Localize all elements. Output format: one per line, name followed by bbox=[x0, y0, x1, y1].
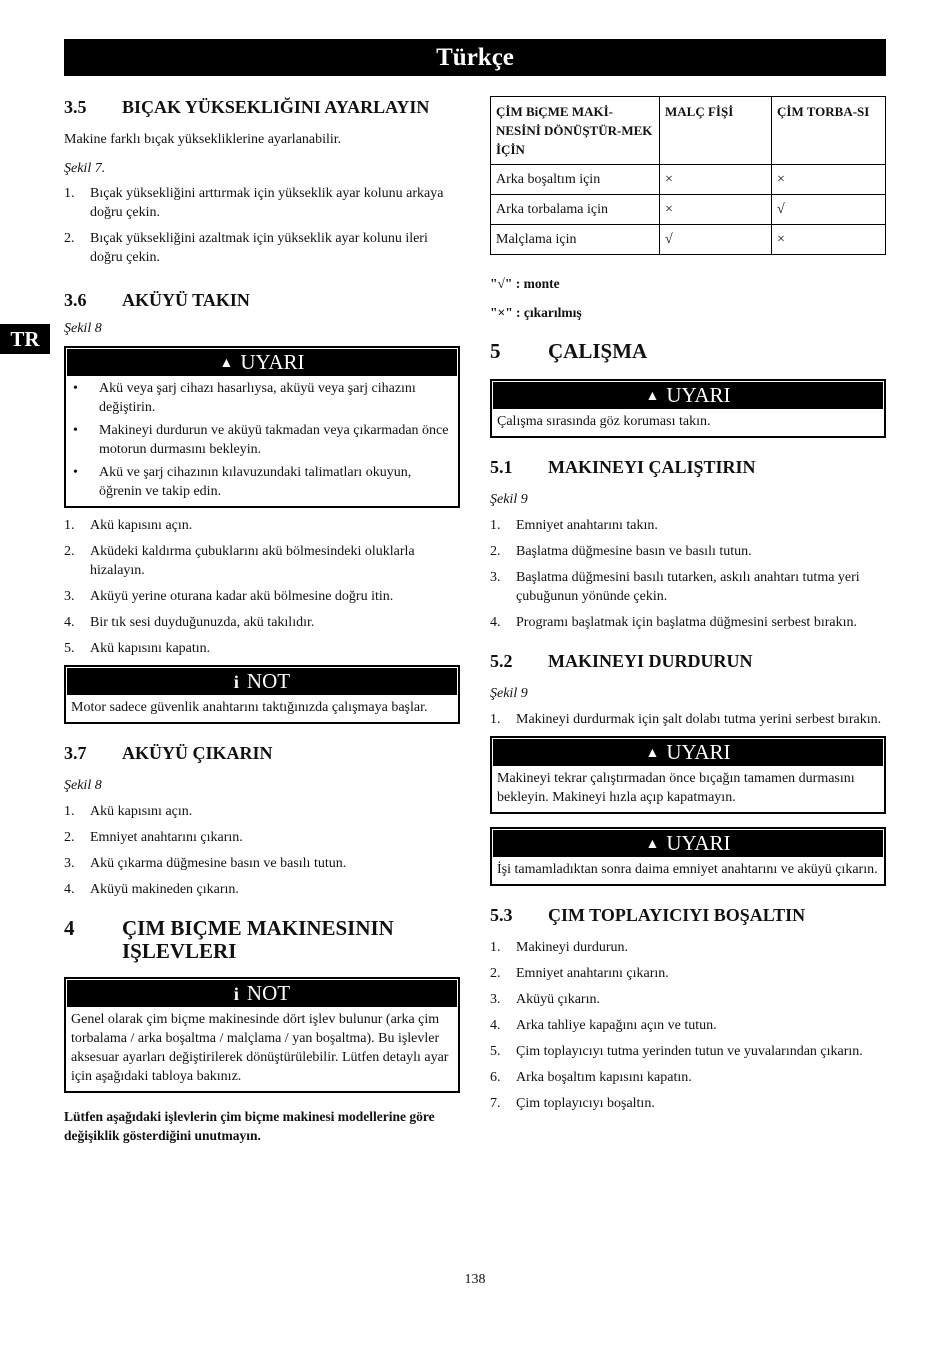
right-column bbox=[490, 96, 886, 1120]
warning-triangle-icon: ▲ bbox=[645, 746, 660, 761]
section-number: 3.6 bbox=[64, 290, 87, 310]
functions-table bbox=[490, 96, 886, 255]
warning-triangle-icon: ▲ bbox=[645, 837, 660, 852]
list-item: 5. Çim toplayıcıyı tutma yerinden tutun ve yuvalarından çıkarın. bbox=[490, 1044, 863, 1059]
table-cell: × bbox=[772, 225, 886, 255]
warning-header: ▲ UYARI bbox=[67, 349, 457, 376]
warning-box bbox=[64, 346, 460, 508]
legend-mounted: "√" : monte bbox=[490, 276, 560, 291]
list-item: 1. Bıçak yüksekliğini arttırmak için yükseklik ayar kolunu arkaya doğru çekin. bbox=[64, 186, 444, 220]
warning-box bbox=[490, 827, 886, 886]
section-number: 4 bbox=[64, 916, 75, 940]
steps-list bbox=[64, 184, 460, 267]
page-banner: Türkçe bbox=[64, 39, 886, 76]
table-cell: × bbox=[660, 195, 772, 225]
warning-header: ▲ UYARI bbox=[493, 739, 883, 766]
figure-reference: Şekil 9 bbox=[490, 686, 528, 701]
section-3-7-heading bbox=[64, 742, 460, 764]
section-title: BIÇAK YÜKSEKLIĞINI AYARLAYIN bbox=[122, 97, 430, 117]
note-body: Motor sadece güvenlik anahtarını taktığınızda çalışmaya başlar. bbox=[71, 700, 428, 715]
list-item: 3. Aküyü yerine oturana kadar akü bölmesine doğru itin. bbox=[64, 589, 394, 604]
table-header: ÇİM TORBA-SI bbox=[772, 97, 886, 165]
table-header: ÇİM BiÇME MAKİ-NESİNİ DÖNÜŞTÜR-MEK İÇİN bbox=[491, 97, 660, 165]
table-row bbox=[491, 165, 886, 195]
warning-body bbox=[66, 377, 458, 506]
table-cell: √ bbox=[772, 195, 886, 225]
page-number: 138 bbox=[464, 1272, 486, 1287]
list-item: 1. Emniyet anahtarını takın. bbox=[490, 518, 658, 533]
section-number: 5.3 bbox=[490, 905, 513, 925]
info-icon: i bbox=[233, 672, 239, 692]
section-5-2-heading bbox=[490, 650, 886, 672]
warning-body: Çalışma sırasında göz koruması takın. bbox=[497, 414, 711, 429]
section-number: 3.7 bbox=[64, 743, 87, 763]
section-3-6-heading bbox=[64, 289, 460, 311]
list-item: 1. Makineyi durdurun. bbox=[490, 940, 628, 955]
section-number: 5 bbox=[490, 339, 501, 363]
list-item: 3. Başlatma düğmesini basılı tutarken, askılı anahtarı tutma yeri çubuğunun yönünde çekin. bbox=[490, 570, 860, 604]
figure-reference: Şekil 8 bbox=[64, 778, 102, 793]
table-cell: × bbox=[660, 165, 772, 195]
list-item: 2. Bıçak yüksekliğini azaltmak için yükseklik ayar kolunu ileri doğru çekin. bbox=[64, 231, 428, 265]
info-icon: i bbox=[233, 984, 239, 1004]
section-title: AKÜYÜ TAKIN bbox=[122, 290, 250, 310]
note-box bbox=[64, 977, 460, 1093]
section-5-3-heading bbox=[490, 904, 886, 926]
functions-footnote: Lütfen aşağıdaki işlevlerin çim biçme makinesi modellerine göre değişiklik gösterdiğini unutmayın. bbox=[64, 1109, 435, 1143]
figure-reference: Şekil 9 bbox=[490, 492, 528, 507]
table-cell: × bbox=[772, 165, 886, 195]
list-item: 3. Akü çıkarma düğmesine basın ve basılı tutun. bbox=[64, 856, 347, 871]
section-5-heading bbox=[490, 340, 886, 363]
list-item: 7. Çim toplayıcıyı boşaltın. bbox=[490, 1096, 655, 1111]
section-intro: Makine farklı bıçak yüksekliklerine ayarlanabilir. bbox=[64, 132, 342, 147]
steps-list bbox=[490, 938, 886, 1113]
warning-triangle-icon: ▲ bbox=[645, 389, 660, 404]
section-5-1-heading bbox=[490, 456, 886, 478]
note-box bbox=[64, 665, 460, 724]
steps-list bbox=[64, 516, 460, 658]
table-header-row bbox=[491, 97, 886, 165]
section-number: 3.5 bbox=[64, 97, 87, 117]
left-column bbox=[64, 96, 460, 1145]
note-header: i NOT bbox=[67, 668, 457, 695]
list-item: • Akü ve şarj cihazının kılavuzundaki talimatları okuyun, öğrenin ve takip edin. bbox=[73, 465, 412, 499]
list-item: 6. Arka boşaltım kapısını kapatın. bbox=[490, 1070, 692, 1085]
list-item: 2. Aküdeki kaldırma çubuklarını akü bölmesindeki oluklarla hizalayın. bbox=[64, 544, 415, 578]
section-title: MAKINEYI ÇALIŞTIRIN bbox=[548, 457, 756, 477]
warning-box bbox=[490, 736, 886, 814]
warning-body: Makineyi tekrar çalıştırmadan önce bıçağın tamamen durmasını bekleyin. Makineyi hızla açıp kapatmayın. bbox=[497, 771, 855, 805]
table-cell: Malçlama için bbox=[491, 225, 660, 255]
list-item: 2. Başlatma düğmesine basın ve basılı tutun. bbox=[490, 544, 752, 559]
section-number: 5.2 bbox=[490, 651, 513, 671]
section-title: MAKINEYI DURDURUN bbox=[548, 651, 753, 671]
section-number: 5.1 bbox=[490, 457, 513, 477]
steps-list bbox=[490, 516, 886, 632]
list-item: 1. Akü kapısını açın. bbox=[64, 804, 193, 819]
section-title: ÇIM TOPLAYICIYI BOŞALTIN bbox=[548, 905, 806, 925]
table-cell: √ bbox=[660, 225, 772, 255]
warning-body: İşi tamamladıktan sonra daima emniyet anahtarını ve aküyü çıkarın. bbox=[497, 862, 878, 877]
table-header: MALÇ FİŞİ bbox=[660, 97, 772, 165]
language-tab: TR bbox=[0, 324, 50, 354]
list-item: 4. Bir tık sesi duyduğunuzda, akü takılıdır. bbox=[64, 615, 315, 630]
warning-header: ▲ UYARI bbox=[493, 382, 883, 409]
list-item: • Makineyi durdurun ve aküyü takmadan veya çıkarmadan önce motorun durmasını bekleyin. bbox=[73, 423, 449, 457]
warning-header: ▲ UYARI bbox=[493, 830, 883, 857]
section-title: ÇALIŞMA bbox=[548, 339, 648, 363]
section-title: ÇIM BIÇME MAKINESININ IŞLEVLERI bbox=[122, 916, 394, 963]
warning-box bbox=[490, 379, 886, 438]
table-row bbox=[491, 225, 886, 255]
steps-list bbox=[64, 802, 460, 899]
list-item: 4. Arka tahliye kapağını açın ve tutun. bbox=[490, 1018, 717, 1033]
list-item: 5. Akü kapısını kapatın. bbox=[64, 641, 211, 656]
table-row bbox=[491, 195, 886, 225]
note-header: i NOT bbox=[67, 980, 457, 1007]
list-item: • Akü veya şarj cihazı hasarlıysa, aküyü veya şarj cihazını değiştirin. bbox=[73, 381, 416, 415]
warning-triangle-icon: ▲ bbox=[219, 356, 234, 371]
table-cell: Arka torbalama için bbox=[491, 195, 660, 225]
list-item: 1. Makineyi durdurmak için şalt dolabı tutma yerini serbest bırakın. bbox=[490, 712, 882, 727]
list-item: 2. Emniyet anahtarını çıkarın. bbox=[490, 966, 669, 981]
list-item: 4. Aküyü makineden çıkarın. bbox=[64, 882, 239, 897]
list-item: 4. Programı başlatmak için başlatma düğmesini serbest bırakın. bbox=[490, 615, 857, 630]
figure-reference: Şekil 8 bbox=[64, 321, 102, 336]
steps-list bbox=[490, 710, 886, 729]
figure-reference: Şekil 7. bbox=[64, 161, 106, 176]
list-item: 1. Akü kapısını açın. bbox=[64, 518, 193, 533]
list-item: 3. Aküyü çıkarın. bbox=[490, 992, 600, 1007]
table-cell: Arka boşaltım için bbox=[491, 165, 660, 195]
section-4-heading bbox=[64, 917, 460, 963]
section-title: AKÜYÜ ÇIKARIN bbox=[122, 743, 273, 763]
list-item: 2. Emniyet anahtarını çıkarın. bbox=[64, 830, 243, 845]
section-3-5-heading bbox=[64, 96, 460, 118]
legend-removed: "×" : çıkarılmış bbox=[490, 304, 582, 320]
note-body: Genel olarak çim biçme makinesinde dört işlev bulunur (arka çim torbalama / arka boşaltma / malçlama / yan boşaltma). Bu işlevler aksesuar ayarları değiştirilerek dönüştürülebilir. Lütfen detaylı ayar için aşağıdaki tabloya bakınız. bbox=[71, 1012, 449, 1084]
